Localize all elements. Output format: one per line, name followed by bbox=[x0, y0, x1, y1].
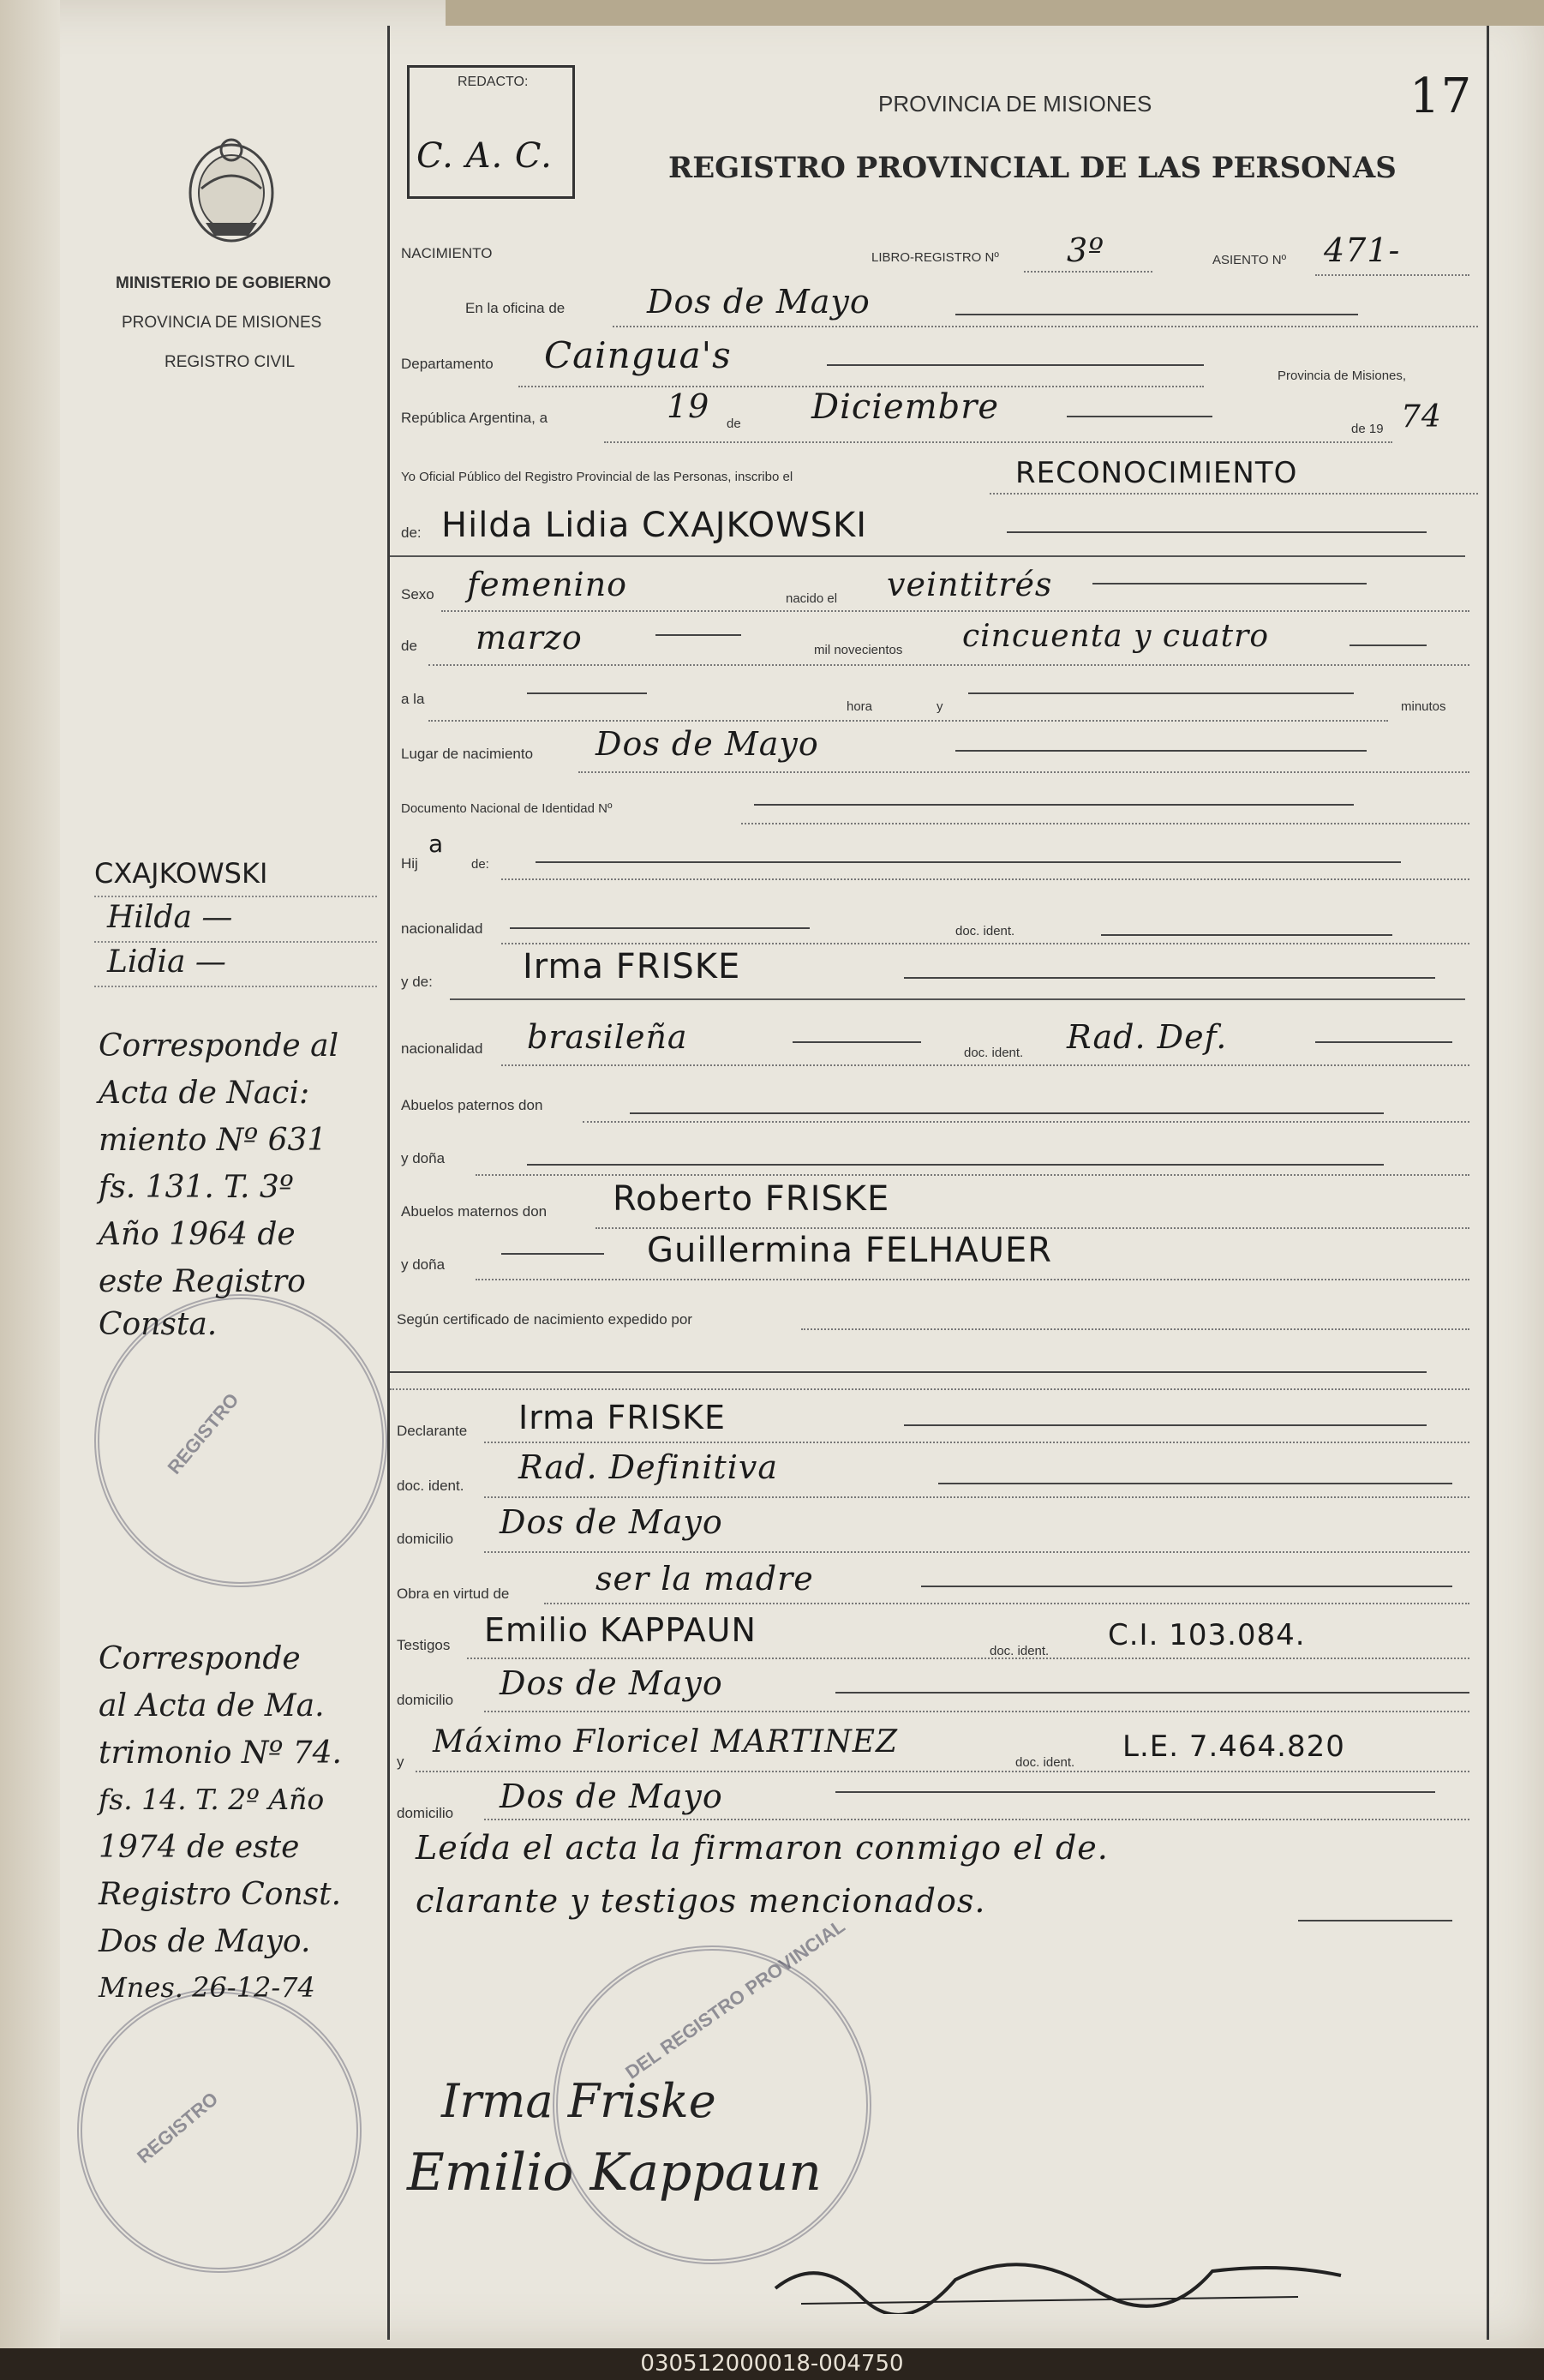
mes-nac-rule bbox=[655, 634, 741, 636]
doc-ident-label: doc. ident. bbox=[955, 924, 1015, 938]
doc-ident3-value: Rad. Definitiva bbox=[518, 1448, 778, 1486]
departamento-label: Departamento bbox=[401, 356, 494, 372]
nacionalidad-label: nacionalidad bbox=[401, 920, 483, 937]
declarante-value: Irma FRISKE bbox=[518, 1399, 727, 1436]
margin-note1-line: este Registro bbox=[99, 1264, 306, 1299]
domicilio3-dots bbox=[484, 1819, 1469, 1820]
doc-ident2-label: doc. ident. bbox=[964, 1046, 1024, 1060]
domicilio3-value: Dos de Mayo bbox=[500, 1778, 723, 1815]
abuelos-mat-dots bbox=[595, 1227, 1469, 1229]
margin-note2-line: Dos de Mayo. bbox=[99, 1924, 311, 1959]
domicilio3-rule bbox=[835, 1791, 1435, 1793]
certificado-dots2 bbox=[390, 1388, 1469, 1390]
stamp-text-center: DEL REGISTRO PROVINCIAL bbox=[621, 1915, 849, 2083]
certificado-rule bbox=[390, 1371, 1427, 1373]
domicilio-dots bbox=[484, 1551, 1469, 1553]
testigo1-value: Emilio KAPPAUN bbox=[484, 1611, 757, 1649]
signature-testigo: Emilio Kappaun bbox=[407, 2143, 822, 2203]
nombre-value: Hilda Lidia CXAJKOWSKI bbox=[441, 506, 868, 545]
provincia-tail: Provincia de Misiones, bbox=[1278, 369, 1407, 383]
birth-record-form bbox=[387, 26, 1489, 2340]
minutos-label: minutos bbox=[1401, 699, 1446, 714]
nacionalidad-rule bbox=[510, 927, 810, 929]
margin-note1-line: Año 1964 de bbox=[99, 1217, 296, 1252]
y-dona-dots bbox=[476, 1174, 1469, 1176]
inscribo-dots bbox=[990, 493, 1478, 495]
margin-note2-line: Corresponde bbox=[99, 1641, 301, 1676]
page-number: 17 bbox=[1409, 69, 1473, 124]
nacionalidad-dots bbox=[501, 943, 1469, 944]
asiento-label: ASIENTO Nº bbox=[1212, 253, 1287, 267]
madre-hr bbox=[450, 998, 1465, 1000]
provincial-crest bbox=[180, 129, 283, 257]
hijo-dots bbox=[501, 878, 1469, 880]
anio-prefix: de 19 bbox=[1351, 422, 1384, 436]
margin-note1-line: Consta. bbox=[99, 1307, 218, 1342]
image-caption: 030512000018-004750 bbox=[0, 2348, 1544, 2380]
closing-rule bbox=[1298, 1920, 1452, 1921]
asiento-value: 471- bbox=[1324, 231, 1401, 269]
domicilio-value: Dos de Mayo bbox=[500, 1503, 723, 1541]
oficina-dots bbox=[613, 326, 1478, 327]
testigo2-doc: L.E. 7.464.820 bbox=[1122, 1730, 1345, 1764]
margin-rule bbox=[94, 941, 377, 943]
doc-ident3-label: doc. ident. bbox=[397, 1478, 464, 1494]
declarante-dots bbox=[484, 1442, 1469, 1443]
province-heading: PROVINCIA DE MISIONES bbox=[878, 91, 1152, 117]
closing-line2: clarante y testigos mencionados. bbox=[416, 1882, 986, 1920]
testigos-label: Testigos bbox=[397, 1637, 451, 1653]
testigo1-dots bbox=[467, 1658, 1469, 1659]
margin-column bbox=[60, 0, 386, 2348]
de-nombre-label: de: bbox=[401, 525, 422, 541]
abuela-mat-value: Guillermina FELHAUER bbox=[647, 1231, 1053, 1270]
dia-value: 19 bbox=[667, 387, 710, 425]
de-label: de bbox=[727, 417, 741, 431]
doc-ident-rule bbox=[1101, 934, 1392, 936]
mes-value: Diciembre bbox=[811, 387, 1000, 427]
margin-note1-line: miento Nº 631 bbox=[99, 1123, 327, 1158]
domicilio2-value: Dos de Mayo bbox=[500, 1664, 723, 1702]
anio-value: 74 bbox=[1401, 399, 1442, 435]
lugar-label: Lugar de nacimiento bbox=[401, 746, 534, 762]
dni-rule bbox=[754, 804, 1354, 806]
signature-official bbox=[767, 2237, 1350, 2314]
nacido-value: veintitrés bbox=[887, 566, 1053, 603]
margin-rule bbox=[94, 986, 377, 987]
margin-rule bbox=[94, 896, 377, 897]
declarante-rule bbox=[904, 1424, 1427, 1426]
abuelos-pat-dots bbox=[583, 1121, 1469, 1123]
margin-note2-line: Registro Const. bbox=[99, 1877, 342, 1912]
doc-ident3-rule bbox=[938, 1483, 1452, 1484]
libro-dots bbox=[1024, 271, 1152, 273]
fecha-dots bbox=[604, 441, 1392, 443]
sexo-value: femenino bbox=[467, 566, 628, 603]
departamento-rule bbox=[827, 364, 1204, 366]
abuelos-mat-label: Abuelos maternos don bbox=[401, 1203, 548, 1220]
stamp-text-upper: REGISTRO bbox=[163, 1388, 243, 1478]
oficina-label: En la oficina de bbox=[465, 300, 566, 316]
redacto-box bbox=[407, 65, 575, 199]
mes-nac-dots bbox=[428, 664, 1469, 666]
minutos-rule bbox=[968, 692, 1354, 694]
book-spine bbox=[0, 0, 60, 2348]
nombre-hr bbox=[390, 555, 1465, 557]
nacido-rule bbox=[1092, 583, 1367, 585]
y-dona2-dots bbox=[476, 1279, 1469, 1280]
domicilio-label: domicilio bbox=[397, 1531, 454, 1547]
mil-label: mil novecientos bbox=[814, 643, 903, 657]
libro-value: 3º bbox=[1067, 231, 1105, 269]
nacionalidad2-rule bbox=[793, 1041, 921, 1043]
republica-label: República Argentina, a bbox=[401, 410, 548, 426]
hijo-rule bbox=[536, 861, 1401, 863]
registry-stamp-lower bbox=[77, 1988, 362, 2273]
margin-note1-line: fs. 131. T. 3º bbox=[99, 1170, 294, 1205]
lugar-value: Dos de Mayo bbox=[595, 725, 819, 763]
de2-label: de bbox=[401, 638, 417, 654]
a-la-label: a la bbox=[401, 691, 425, 707]
hora-dots bbox=[428, 720, 1388, 722]
doc-ident3-dots bbox=[484, 1496, 1469, 1498]
doc-ident4-label: doc. ident. bbox=[990, 1644, 1050, 1658]
sexo-label: Sexo bbox=[401, 586, 434, 602]
y-dona2-rule bbox=[501, 1253, 604, 1255]
registry-label: REGISTRO CIVIL bbox=[165, 353, 296, 371]
abuelos-pat-rule bbox=[630, 1112, 1384, 1114]
margin-note2-line: 1974 de este bbox=[99, 1830, 300, 1865]
margin-note2-line: Mnes. 26-12-74 bbox=[99, 1971, 315, 2004]
nacionalidad2-value: brasileña bbox=[527, 1018, 688, 1056]
obra-label: Obra en virtud de bbox=[397, 1586, 510, 1602]
hijo-label: Hij bbox=[401, 855, 418, 872]
oficial-label: Yo Oficial Público del Registro Provincial de las Personas, inscribo el bbox=[401, 470, 793, 484]
nacionalidad2-dots bbox=[501, 1064, 1469, 1066]
domicilio2-rule bbox=[835, 1692, 1469, 1694]
anio-nac-value: cincuenta y cuatro bbox=[962, 619, 1270, 654]
testigo2-dots bbox=[416, 1771, 1469, 1772]
registry-title: REGISTRO PROVINCIAL DE LAS PERSONAS bbox=[668, 151, 1397, 185]
margin-note2-line: trimonio Nº 74. bbox=[99, 1736, 342, 1771]
closing-line1: Leída el acta la firmaron conmigo el de. bbox=[416, 1829, 1109, 1867]
oficina-rule bbox=[955, 314, 1358, 315]
madre-rule bbox=[904, 977, 1435, 979]
testigo2-value: Máximo Floricel MARTINEZ bbox=[433, 1724, 899, 1760]
page-top-edge bbox=[446, 0, 1544, 26]
inscribo-value: RECONOCIMIENTO bbox=[1015, 456, 1298, 490]
hijo-de-label: de: bbox=[471, 857, 489, 872]
testigo1-doc: C.I. 103.084. bbox=[1108, 1618, 1306, 1652]
redacto-initials: C. A. C. bbox=[416, 136, 553, 176]
mes-nac-value: marzo bbox=[476, 619, 583, 656]
nacionalidad2-label: nacionalidad bbox=[401, 1040, 483, 1057]
obra-value: ser la madre bbox=[595, 1560, 814, 1598]
lugar-dots bbox=[578, 771, 1469, 773]
margin-name-lidia: Lidia — bbox=[107, 944, 226, 980]
y-de-label: y de: bbox=[401, 974, 433, 990]
domicilio2-label: domicilio bbox=[397, 1692, 454, 1708]
abuelo-mat-value: Roberto FRISKE bbox=[613, 1179, 890, 1219]
hora-label: hora bbox=[847, 699, 873, 714]
hijo-suffix: a bbox=[428, 830, 445, 858]
oficina-value: Dos de Mayo bbox=[647, 283, 871, 321]
y-label: y bbox=[937, 699, 943, 714]
margin-name-hilda: Hilda — bbox=[107, 900, 233, 935]
nombre-rule bbox=[1007, 531, 1427, 533]
signature-declarante: Irma Friske bbox=[441, 2074, 716, 2128]
dni-dots bbox=[741, 823, 1469, 824]
declarante-label: Declarante bbox=[397, 1423, 468, 1439]
abuelos-pat-label: Abuelos paternos don bbox=[401, 1097, 543, 1113]
certificado-dots bbox=[801, 1328, 1469, 1330]
y-dona-rule bbox=[527, 1164, 1384, 1166]
y-dona-label: y doña bbox=[401, 1150, 446, 1166]
y2-label: y bbox=[397, 1754, 404, 1770]
obra-rule bbox=[921, 1586, 1452, 1587]
y-dona2-label: y doña bbox=[401, 1256, 446, 1273]
doc-ident5-label: doc. ident. bbox=[1015, 1755, 1075, 1770]
margin-note1-line: Corresponde al bbox=[99, 1028, 339, 1064]
margin-note2-line: al Acta de Ma. bbox=[99, 1688, 325, 1724]
libro-label: LIBRO-REGISTRO Nº bbox=[871, 250, 999, 265]
dni-label: Documento Nacional de Identidad Nº bbox=[401, 801, 613, 816]
anio-nac-rule bbox=[1350, 644, 1427, 646]
redacto-label: REDACTO: bbox=[458, 75, 529, 89]
madre-value: Irma FRISKE bbox=[523, 947, 741, 986]
domicilio3-label: domicilio bbox=[397, 1805, 454, 1821]
asiento-dots bbox=[1315, 274, 1469, 276]
sexo-dots bbox=[441, 610, 1469, 612]
ministry-label: MINISTERIO DE GOBIERNO bbox=[116, 274, 332, 292]
departamento-value: Caingua's bbox=[544, 334, 732, 376]
lugar-rule bbox=[955, 750, 1367, 752]
obra-dots bbox=[544, 1603, 1469, 1604]
nacido-label: nacido el bbox=[786, 591, 838, 606]
nacimiento-label: NACIMIENTO bbox=[401, 245, 493, 261]
doc-ident2-rule bbox=[1315, 1041, 1452, 1043]
doc-ident2-value: Rad. Def. bbox=[1067, 1018, 1228, 1056]
margin-note2-line: fs. 14. T. 2º Año bbox=[99, 1783, 325, 1816]
margin-note1-line: Acta de Naci: bbox=[99, 1076, 310, 1111]
domicilio2-dots bbox=[484, 1711, 1469, 1712]
stamp-text-lower: REGISTRO bbox=[133, 2088, 223, 2168]
mes-rule bbox=[1067, 416, 1212, 417]
hora-rule bbox=[527, 692, 647, 694]
margin-surname: CXAJKOWSKI bbox=[94, 857, 268, 890]
province-label: PROVINCIA DE MISIONES bbox=[122, 314, 322, 332]
certificado-label: Según certificado de nacimiento expedido por bbox=[397, 1311, 692, 1328]
